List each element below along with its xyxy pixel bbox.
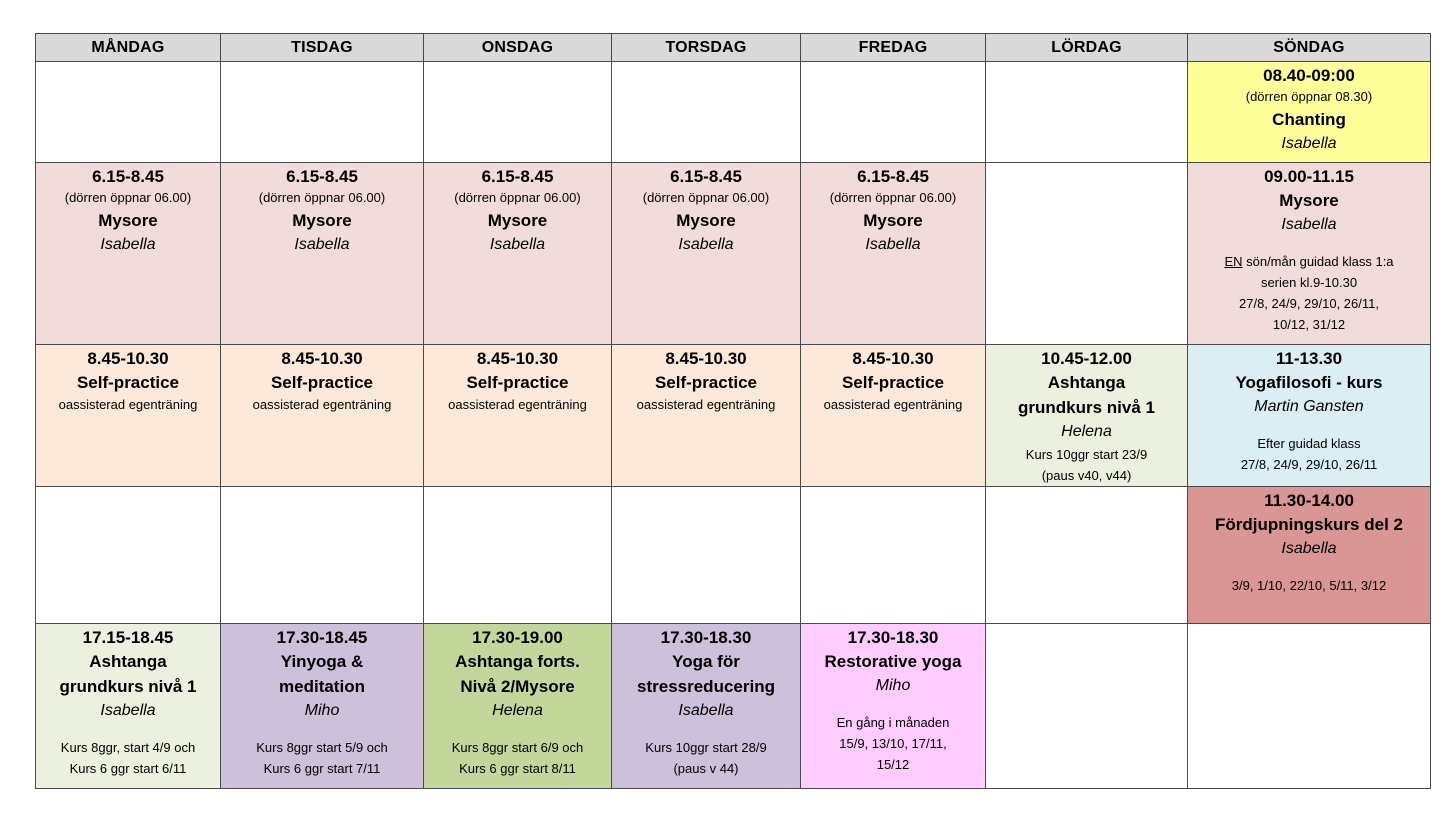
class-teacher: Miho [875,677,911,694]
class-cell-tuesday-mysore [221,163,424,345]
class-note: (dörren öppnar 06.00) [258,190,386,205]
class-time: 17.15-18.45 [82,628,174,647]
underlined-word: EN [1224,254,1243,269]
class-title: Mysore [1279,191,1339,210]
class-title: Self-practice [654,373,758,392]
class-cell-monday-self-practice [36,345,221,487]
class-extra-line: Efter guidad klass [1257,436,1361,451]
day-header-sunday: SÖNDAG [1188,34,1431,62]
class-cell-friday-mysore [801,163,986,345]
class-extra-line: (paus v40, v44) [1041,468,1132,483]
class-teacher: Helena [1061,423,1112,440]
class-title: Nivå 2/Mysore [460,677,575,696]
class-teacher: Miho [304,702,340,719]
class-note: oassisterad egenträning [636,397,776,412]
day-header-saturday: LÖRDAG [986,34,1188,62]
class-extra-line: 15/9, 13/10, 17/11, [839,736,947,751]
class-extra-line: Kurs 8ggr start 6/9 och [451,740,584,755]
class-time: 17.30-18.45 [276,628,368,647]
class-teacher: Isabella [489,236,546,253]
class-cell-sunday-chanting [1188,62,1431,163]
empty-cell [612,487,801,624]
class-teacher: Isabella [678,702,734,719]
empty-cell [424,62,612,163]
class-teacher: Isabella [1281,216,1337,233]
day-header-monday: MÅNDAG [36,34,221,62]
empty-cell [36,487,221,624]
empty-cell [986,624,1188,789]
class-title: Mysore [292,211,352,230]
empty-cell [424,487,612,624]
class-cell-sunday-yogafilosofi [1188,345,1431,487]
empty-cell [612,62,801,163]
class-extra-line: (paus v 44) [673,761,739,776]
day-header-friday: FREDAG [801,34,986,62]
class-teacher: Helena [492,702,543,719]
class-cell-wednesday-ashtanga-forts [424,624,612,789]
class-title: Mysore [98,211,158,230]
empty-cell [986,163,1188,345]
class-cell-friday-self-practice [801,345,986,487]
class-title: stressreducering [637,677,775,696]
class-teacher: Isabella [294,236,350,253]
class-time: 6.15-8.45 [857,167,929,186]
class-extra-line: Kurs 8ggr, start 4/9 och [60,740,196,755]
empty-cell [986,487,1188,624]
class-cell-monday-mysore [36,163,221,345]
class-note: oassisterad egenträning [58,397,198,412]
class-note: oassisterad egenträning [448,397,587,412]
class-time: 8.45-10.30 [87,349,169,368]
class-time: 8.45-10.30 [665,349,747,368]
class-title: Mysore [676,211,736,230]
class-title: Mysore [487,211,548,230]
class-cell-thursday-stressreducering [612,624,801,789]
class-time: 10.45-12.00 [1041,349,1132,368]
class-cell-tuesday-self-practice [221,345,424,487]
class-teacher: Isabella [1281,135,1337,152]
class-teacher: Isabella [865,236,921,253]
class-cell-wednesday-mysore [424,163,612,345]
class-title: Self-practice [841,373,945,392]
empty-cell [1188,624,1431,789]
class-teacher: Isabella [100,702,156,719]
class-extra-line: serien kl.9-10.30 [1260,275,1358,290]
class-extra-line: 27/8, 24/9, 29/10, 26/11 [1240,457,1378,472]
class-teacher: Isabella [1281,540,1337,557]
class-extra-line: 10/12, 31/12 [1272,317,1346,332]
class-title: Yinyoga & [280,652,364,671]
class-time: 6.15-8.45 [286,167,358,186]
class-time: 11.30-14.00 [1264,491,1354,510]
class-time: 8.45-10.30 [476,349,559,368]
class-extra-line: Kurs 6 ggr start 8/11 [459,761,576,776]
class-extra-line: Kurs 8ggr start 5/9 och [256,740,388,755]
class-title: Yogafilosofi - kurs [1235,373,1383,392]
class-time: 8.45-10.30 [281,349,363,368]
class-time: 6.15-8.45 [92,167,164,186]
class-extra-line: 15/12 [876,757,910,772]
class-extra-line: Kurs 6 ggr start 6/11 [69,761,187,776]
schedule-row-self-practice [36,345,1431,487]
empty-cell [801,62,986,163]
class-title: grundkurs nivå 1 [59,677,197,696]
class-cell-thursday-mysore [612,163,801,345]
weekly-schedule-table [35,33,1431,789]
class-title: Yoga för [672,652,740,671]
class-cell-friday-restorative [801,624,986,789]
empty-cell [36,62,221,163]
class-title: Self-practice [466,373,569,392]
class-time: 17.30-18.30 [660,628,752,647]
class-cell-thursday-self-practice [612,345,801,487]
class-extra-line: Kurs 10ggr start 28/9 [645,740,767,755]
schedule-row-evening [36,624,1431,789]
class-extra-line: EN sön/mån guidad klass 1:a [1224,254,1394,269]
class-time: 6.15-8.45 [670,167,742,186]
class-title: Ashtanga forts. [455,652,580,671]
class-time: 17.30-19.00 [472,628,563,647]
class-teacher: Isabella [678,236,734,253]
class-title: Self-practice [76,373,180,392]
class-title: Ashtanga [1047,373,1126,392]
schedule-row-early [36,62,1431,163]
day-header-thursday: TORSDAG [612,34,801,62]
class-note: (dörren öppnar 06.00) [64,190,192,205]
class-cell-sunday-mysore [1188,163,1431,345]
class-extra-line: Kurs 10ggr start 23/9 [1025,447,1148,462]
class-title: Restorative yoga [824,652,962,671]
empty-cell [221,487,424,624]
class-cell-tuesday-yinyoga [221,624,424,789]
class-title: Self-practice [270,373,374,392]
schedule-row-mysore [36,163,1431,345]
class-teacher: Martin Gansten [1254,398,1364,415]
class-title: Mysore [863,211,923,230]
class-extra-line: En gång i månaden [836,715,950,730]
empty-cell [986,62,1188,163]
class-title: grundkurs nivå 1 [1018,398,1155,417]
class-title: meditation [279,677,365,696]
class-time: 09.00-11.15 [1264,167,1354,186]
schedule-row-midday [36,487,1431,624]
empty-cell [801,487,986,624]
class-time: 6.15-8.45 [481,167,554,186]
header-row [36,34,1431,62]
class-time: 8.45-10.30 [852,349,934,368]
class-time: 11-13.30 [1275,349,1343,368]
class-note: oassisterad egenträning [252,397,392,412]
class-note: oassisterad egenträning [823,397,963,412]
class-title: Fördjupningskurs del 2 [1215,515,1403,534]
class-cell-wednesday-self-practice [424,345,612,487]
class-note: (dörren öppnar 06.00) [454,190,581,205]
class-cell-monday-ashtanga [36,624,221,789]
class-title: Ashtanga [89,652,167,671]
class-note: (dörren öppnar 08.30) [1245,89,1373,104]
day-header-wednesday: ONSDAG [424,34,612,62]
class-time: 08.40-09:00 [1263,66,1355,85]
class-extra-line: Kurs 6 ggr start 7/11 [263,761,381,776]
class-title: Chanting [1272,110,1346,129]
class-cell-saturday-ashtanga [986,345,1188,487]
class-extra-line: 3/9, 1/10, 22/10, 5/11, 3/12 [1231,578,1387,593]
class-extra-line: 27/8, 24/9, 29/10, 26/11, [1239,296,1379,311]
day-header-tuesday: TISDAG [221,34,424,62]
class-time: 17.30-18.30 [847,628,939,647]
empty-cell [221,62,424,163]
class-teacher: Isabella [100,236,156,253]
class-note: (dörren öppnar 06.00) [829,190,957,205]
class-cell-sunday-fordjupningskurs [1188,487,1431,624]
class-note: (dörren öppnar 06.00) [642,190,770,205]
